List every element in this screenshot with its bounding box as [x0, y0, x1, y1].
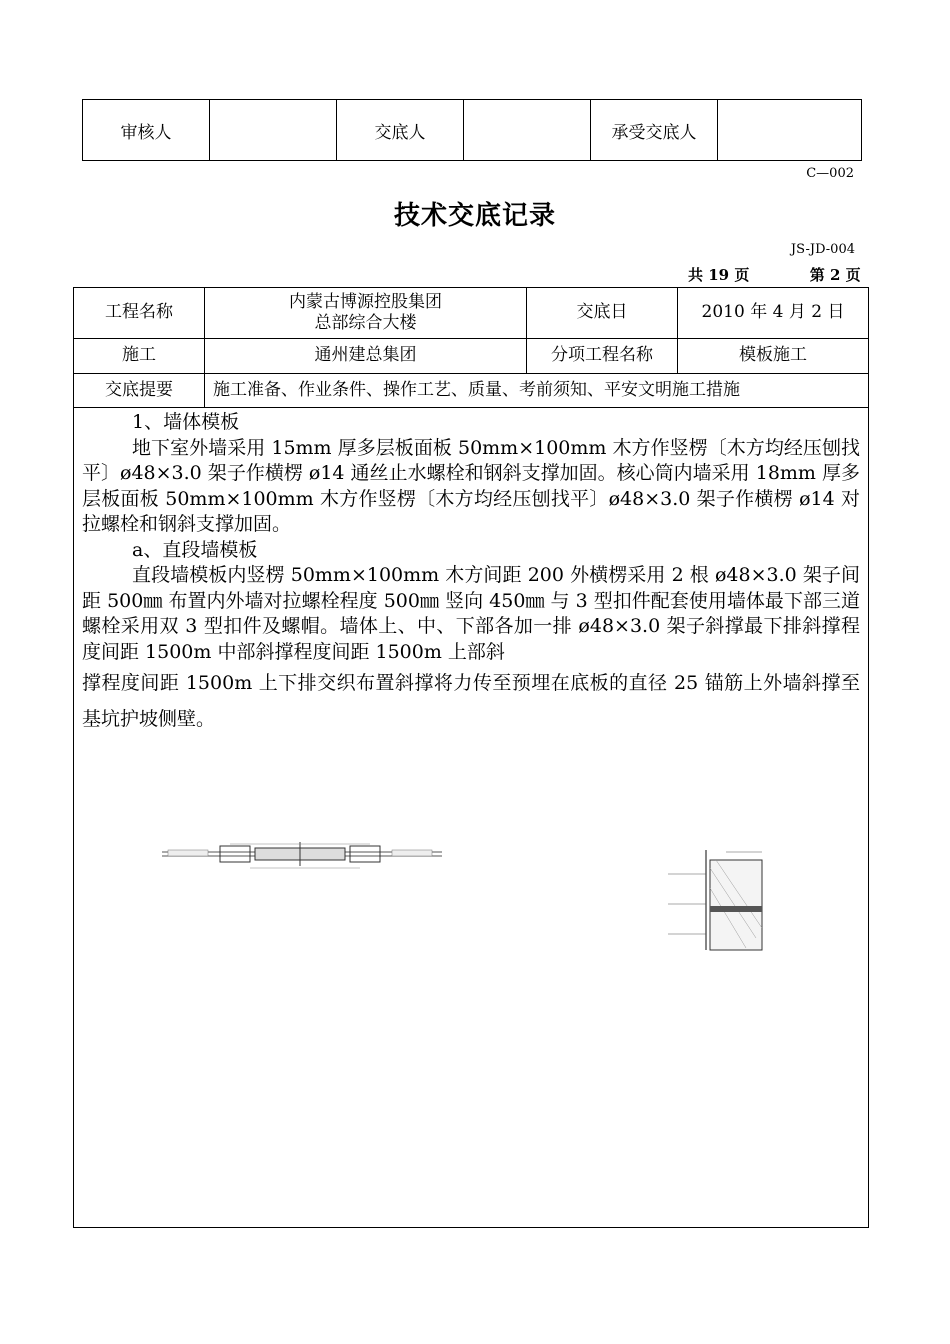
receiver-value[interactable] — [718, 100, 862, 161]
form-code: C—002 — [806, 166, 854, 181]
project-label: 工程名称 — [74, 288, 205, 339]
section-heading-wall-formwork: 1、墙体模板 — [132, 411, 240, 433]
reviewer-value[interactable] — [210, 100, 337, 161]
subitem-label: 分项工程名称 — [527, 339, 678, 374]
project-value-line1: 内蒙古博源控股集团 — [289, 291, 442, 312]
page-total: 共 19 页 — [688, 266, 750, 284]
summary-label: 交底提要 — [74, 374, 205, 408]
discloser-value[interactable] — [464, 100, 591, 161]
discloser-label: 交底人 — [337, 100, 464, 161]
page-current: 第 2 页 — [809, 266, 861, 284]
construction-label: 施工 — [74, 339, 205, 374]
paragraph-straight-wall: 直段墙模板内竖楞 50mm×100mm 木方间距 200 外横楞采用 2 根 ø48×3.0 架子间距 500㎜ 布置内外墙对拉螺栓程度 500㎜ 竖向 450㎜ 与 3 型扣件配套使用墙体最下部三道螺栓采用双 3 型扣件及螺帽。墙体上、中、下部各加一排 ø48×3.0 架子斜撑最下排斜撑程度间距 1500m 中部斜撑程度间距 1500m 上部斜 — [82, 564, 860, 663]
date-value: 2010 年 4 月 2 日 — [678, 288, 869, 339]
paragraph-wall-formwork: 地下室外墙采用 15mm 厚多层板面板 50mm×100mm 木方作竖楞〔木方均经压刨找平〕ø48×3.0 架子作横楞 ø14 通丝止水螺栓和钢斜支撑加固。核心筒内墙采用 18mm 厚多层板面板 50mm×100mm 木方作竖楞〔木方均经压刨找平〕ø48×3.0 架子作横楞 ø14 对拉螺栓和钢斜支撑加固。 — [82, 436, 860, 535]
page-info — [688, 264, 861, 285]
info-table — [73, 287, 869, 408]
subitem-value: 模板施工 — [678, 339, 869, 374]
paragraph-straight-wall-continued: 撑程度间距 1500m 上下排交织布置斜撑将力传至预埋在底板的直径 25 锚筋上外墙斜撑至基坑护坡侧壁。 — [82, 672, 860, 730]
project-value — [205, 288, 527, 339]
section-heading-straight-wall: a、直段墙模板 — [132, 538, 258, 561]
summary-value: 施工准备、作业条件、操作工艺、质量、考前须知、平安文明施工措施 — [205, 374, 869, 408]
date-label: 交底日 — [527, 288, 678, 339]
tie-bolt-diagram — [160, 838, 444, 878]
signature-table — [82, 99, 862, 161]
body-text — [82, 410, 860, 737]
reviewer-label: 审核人 — [83, 100, 210, 161]
receiver-label: 承受交底人 — [591, 100, 718, 161]
construction-value: 通州建总集团 — [205, 339, 527, 374]
document-title: 技术交底记录 — [393, 201, 556, 231]
document-number: JS-JD-004 — [790, 242, 855, 257]
project-value-line2: 总部综合大楼 — [314, 313, 417, 333]
wall-section-diagram — [666, 848, 770, 952]
